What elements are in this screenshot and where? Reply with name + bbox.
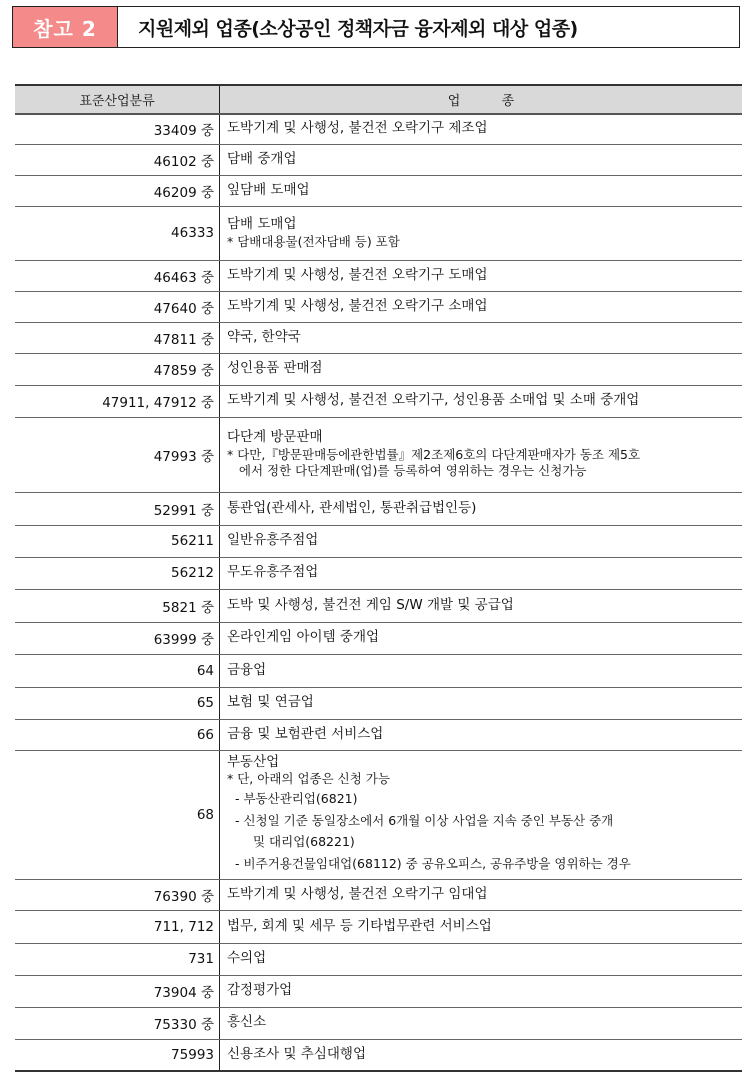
industry-cell [220,943,743,975]
industry-name: 성인용품 판매점 [227,360,323,377]
industry-cell [220,1007,743,1039]
industry-note: * 단, 아래의 업종은 신청 가능 [227,771,390,787]
industry-cell [220,260,743,291]
industry-name: 통관업(관세사, 관세법인, 통관취급법인등) [227,499,477,516]
industry-cell [220,206,743,260]
industry-name: 무도유흥주점업 [227,564,319,581]
industry-exception-item: - 비주거용건물임대업(68112) 중 공유오피스, 공유주방을 영위하는 경우 [235,856,631,872]
industry-cell [220,492,743,525]
industry-name: 온라인게임 아이템 중개업 [227,629,380,646]
industry-code: 731 [15,943,220,975]
table-row [15,206,742,260]
industry-code: 76390 중 [15,879,220,910]
industry-name: 약국, 한약국 [227,328,301,345]
page-title: 지원제외 업종(소상공인 정책자금 융자제외 대상 업종) [138,17,578,40]
table-row [15,910,742,943]
table-row [15,975,742,1007]
industry-name: 흥신소 [227,1014,267,1031]
industry-name: 감정평가업 [227,982,293,999]
industry-code: 56212 [15,557,220,589]
industry-code: 68 [15,750,220,879]
industry-code: 47640 중 [15,291,220,322]
industry-cell [220,114,743,144]
industry-name: 다단계 방문판매 [227,429,323,446]
industry-name: 수의업 [227,950,267,967]
table-row [15,417,742,492]
table-row [15,654,742,687]
industry-note: 에서 정한 다단계판매(업)를 등록하여 영위하는 경우는 신청가능 [227,463,587,479]
table-row [15,291,742,322]
industry-name: 신용조사 및 추심대행업 [227,1045,366,1062]
industry-cell [220,654,743,687]
industry-cell [220,1039,743,1071]
table-row [15,589,742,622]
table-row [15,622,742,654]
industry-code: 46333 [15,206,220,260]
industry-cell [220,589,743,622]
industry-cell [220,719,743,750]
industry-cell [220,622,743,654]
industry-cell [220,879,743,910]
industry-code: 711, 712 [15,910,220,943]
industry-cell [220,353,743,385]
industry-name: 법무, 회계 및 세무 등 기타법무관련 서비스업 [227,917,492,934]
table-row [15,719,742,750]
table-row [15,1039,742,1071]
table-row [15,687,742,719]
industry-name: 금융 및 보험관련 서비스업 [227,725,384,742]
industry-code: 52991 중 [15,492,220,525]
industry-code: 46209 중 [15,175,220,206]
table-row [15,385,742,417]
industry-code: 66 [15,719,220,750]
table-body [15,114,742,1071]
industry-code: 75330 중 [15,1007,220,1039]
industry-note: * 담배대용물(전자담배 등) 포함 [227,233,400,249]
excluded-industries-table [15,84,742,1072]
industry-name: 담배 중개업 [227,150,297,167]
industry-exception-item: 및 대리업(68221) [253,834,355,850]
industry-code: 46102 중 [15,144,220,175]
table-row [15,492,742,525]
industry-name: 일반유흥주점업 [227,532,319,549]
industry-cell [220,557,743,589]
industry-code: 64 [15,654,220,687]
industry-cell [220,525,743,557]
industry-name: 도박기계 및 사행성, 불건전 오락기구 임대업 [227,885,488,902]
industry-code: 47859 중 [15,353,220,385]
industry-code: 75993 [15,1039,220,1071]
industry-name: 잎담배 도매업 [227,181,310,198]
industry-code: 5821 중 [15,589,220,622]
industry-code: 46463 중 [15,260,220,291]
industry-name: 도박기계 및 사행성, 불건전 오락기구 소매업 [227,297,488,314]
industry-cell [220,175,743,206]
table-row [15,260,742,291]
industry-code: 47993 중 [15,417,220,492]
table-row [15,322,742,353]
industry-name: 부동산업 [227,753,280,770]
table-row [15,114,742,144]
industry-cell [220,322,743,353]
industry-exception-item: - 부동산관리업(6821) [235,790,358,806]
industry-exception-item: - 신청일 기준 동일장소에서 6개월 이상 사업을 지속 중인 부동산 중개 [235,812,614,828]
table-row [15,353,742,385]
industry-code: 47911, 47912 중 [15,385,220,417]
reference-tag: 참고 2 [13,7,118,47]
table-row [15,750,742,879]
industry-name: 도박기계 및 사행성, 불건전 오락기구 제조업 [227,120,488,137]
table-header-row [15,85,742,114]
table-row [15,1007,742,1039]
industry-cell [220,417,743,492]
industry-cell [220,687,743,719]
industry-code: 33409 중 [15,114,220,144]
industry-code: 47811 중 [15,322,220,353]
column-header-industry: 업 종 [220,85,743,114]
industry-cell [220,910,743,943]
industry-cell [220,385,743,417]
industry-name: 도박 및 사행성, 불건전 게임 S/W 개발 및 공급업 [227,596,514,613]
industry-cell [220,750,743,879]
column-header-code: 표준산업분류 [15,85,220,114]
industry-cell [220,144,743,175]
industry-name: 보험 및 연금업 [227,694,314,711]
industry-name: 도박기계 및 사행성, 불건전 오락기구 도매업 [227,266,488,283]
industry-code: 65 [15,687,220,719]
industry-name: 도박기계 및 사행성, 불건전 오락기구, 성인용품 소매업 및 소매 중개업 [227,392,640,409]
industry-name: 담배 도매업 [227,216,297,233]
table-row [15,525,742,557]
table-row [15,943,742,975]
title-box [12,6,740,48]
industry-name: 금융업 [227,661,267,678]
table-row [15,175,742,206]
table-row [15,557,742,589]
industry-code: 63999 중 [15,622,220,654]
table-row [15,144,742,175]
industry-cell [220,975,743,1007]
industry-code: 73904 중 [15,975,220,1007]
industry-code: 56211 [15,525,220,557]
table-row [15,879,742,910]
industry-cell [220,291,743,322]
industry-note: * 다만,『방문판매등에관한법률』제2조제6호의 다단계판매자가 동조 제5호 [227,447,641,463]
